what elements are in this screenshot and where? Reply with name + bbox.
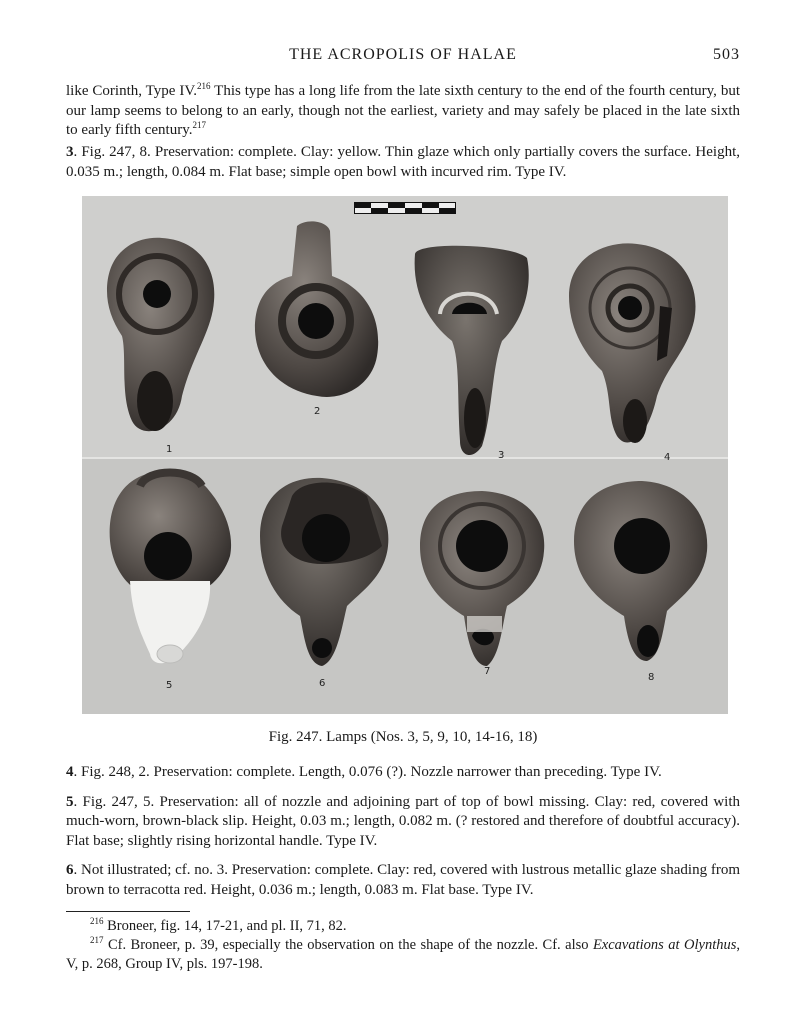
lamp-label-5: 5: [166, 680, 173, 691]
entries-block: [66, 763, 740, 900]
footnote-ref-217[interactable]: 217: [192, 120, 206, 130]
footnote-text: Broneer, fig. 14, 17-21, and pl. II, 71, 82.: [103, 918, 347, 934]
entry-3: [66, 143, 740, 182]
intro-text-a: like Corinth, Type IV.: [66, 83, 198, 99]
entry-number: 3: [66, 144, 74, 160]
footnote-number: 216: [90, 916, 104, 926]
footnote-rule: [66, 911, 190, 912]
entry-4: [66, 763, 740, 783]
entry-5: [66, 793, 740, 852]
figure-plate: [82, 196, 728, 714]
scale-bar: [354, 202, 456, 214]
lamp-label-1: 1: [166, 444, 173, 455]
lamp-label-2: 2: [314, 406, 321, 417]
footnotes: [66, 917, 740, 974]
entry-text: . Fig. 247, 8. Preservation: complete. Clay: yellow. Thin glaze which only partially covers the surface. Height, 0.035 m.; length, 0.084 m. Flat base; simple open bowl with incurved rim. Type IV.: [66, 144, 740, 180]
footnote-217: [66, 936, 740, 974]
entry-6: [66, 861, 740, 900]
footnote-number: 217: [90, 935, 104, 945]
entry-number: 5: [66, 793, 74, 810]
lamp-label-7: 7: [484, 666, 491, 677]
footnote-ref-216[interactable]: 216: [197, 81, 211, 91]
lamp-label-4: 4: [664, 452, 671, 463]
footnote-text-b: , V, p. 268, Group IV, pls. 197-198.: [66, 937, 740, 972]
footnote-text-a: Cf. Broneer, p. 39, especially the observation on the shape of the nozzle. Cf. also: [103, 937, 593, 953]
entry-text: . Fig. 248, 2. Preservation: complete. Length, 0.076 (?). Nozzle narrower than preceding. Type IV.: [73, 764, 662, 780]
lamp-label-6: 6: [319, 678, 326, 689]
entry-text: . Fig. 247, 5. Preservation: all of nozzle and adjoining part of top of bowl missing. Clay: red, covered with much-worn, brown-black slip. Height, 0.03 m.; length, 0.082 m. (? restored and therefore of doubtful accuracy). Flat base; slightly rising horizontal handle. Type IV.: [66, 793, 740, 849]
intro-paragraph: [66, 82, 740, 141]
footnote-title-italic: Excavations at Olynthus: [592, 937, 737, 953]
entry-number: 4: [66, 764, 74, 780]
lamp-label-8: 8: [648, 672, 655, 683]
footnote-216: [66, 917, 740, 936]
entry-text: . Not illustrated; cf. no. 3. Preservation: complete. Clay: red, covered with lustrous metallic glaze shading from brown to terracotta red. Height, 0.036 m.; length, 0.083 m. Flat base. Type IV.: [66, 862, 740, 898]
lamp-label-3: 3: [498, 450, 505, 461]
intro-text-b: This type has a long life from the late sixth century to the end of the fourth century, but our lamp seems to belong to an early, though not the earliest, variety and may safely be placed in the late sixth to early fifth century.: [66, 83, 740, 138]
page-number: 503: [713, 46, 740, 63]
lamps-photograph: [82, 196, 728, 714]
entry-number: 6: [66, 862, 74, 878]
running-title: THE ACROPOLIS OF HALAE: [289, 46, 517, 63]
figure-caption: Fig. 247. Lamps (Nos. 3, 5, 9, 10, 14-16, 18): [268, 729, 538, 745]
